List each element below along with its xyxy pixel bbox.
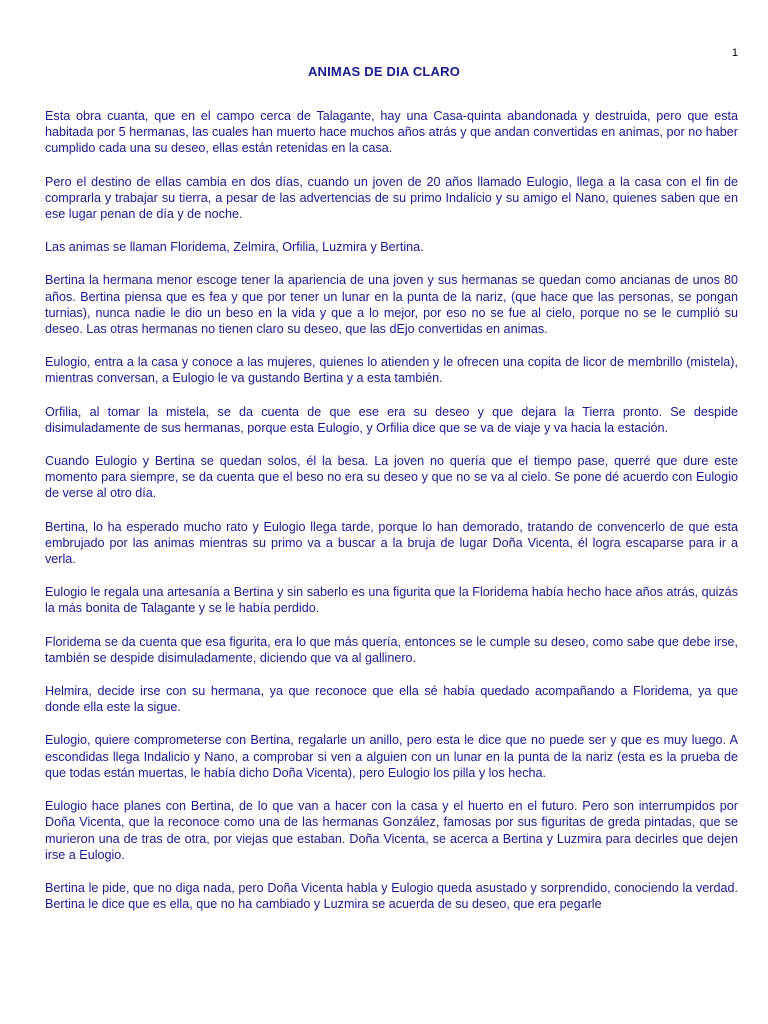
paragraph: Las animas se llaman Floridema, Zelmira, Orfilia, Luzmira y Bertina.: [45, 240, 424, 255]
paragraph: Orfilia, al tomar la mistela, se da cuenta de que ese era su deseo y que dejara la Tierra pronto. Se despide disimuladamente de sus hermanas, porque esta Eulogio, y Orfilia dice que se va de viaje y va hacia la estación.: [45, 404, 738, 435]
paragraph: Eulogio, quiere comprometerse con Bertina, regalarle un anillo, pero esta le dice que no puede ser y que es muy luego. A escondidas llega Indalicio y Nano, a comprobar si ven a alguien con un lunar en la punta de la nariz (esta es la prueba de que todas están muertas, le había dicho Doña Vicenta), pero Eulogio los pilla y los hecha.: [45, 733, 738, 780]
document-title: ANIMAS DE DIA CLARO: [307, 64, 461, 79]
paragraph: Eulogio hace planes con Bertina, de lo que van a hacer con la casa y el huerto en el futuro. Pero son interrumpidos por Doña Vicenta, que la reconoce como una de las hermanas González, famosas por sus figuritas de greda pintadas, que se murieron una de tras de otra, por viejas que estaban. Doña Vicenta, se acerca a Bertina y Luzmira para decirles que dejen irse a Eulogio.: [45, 799, 738, 862]
paragraph: Helmira, decide irse con su hermana, ya que reconoce que ella sé había quedado acompañando a Floridema, ya que donde ella este la sigue.: [45, 684, 738, 715]
paragraph: Bertina, lo ha esperado mucho rato y Eulogio llega tarde, porque lo han demorado, tratando de convencerlo de que esta embrujado por las animas mientras su primo va a buscar a la bruja de lugar Doña Vicenta, él logra escaparse para ir a verla.: [45, 519, 738, 567]
paragraph: Bertina le pide, que no diga nada, pero Doña Vicenta habla y Eulogio queda asustado y sorprendido, conociendo la verdad. Bertina le dice que es ella, que no ha cambiado y Luzmira se acuerda de su deseo, que era pegarle: [45, 880, 738, 912]
document-body: [45, 108, 738, 929]
paragraph: Floridema se da cuenta que esa figurita, era lo que más quería, entonces se le cumple su deseo, como sabe que debe irse, también se despide disimuladamente, diciendo que va al gallinero.: [45, 634, 738, 665]
paragraph: Pero el destino de ellas cambia en dos días, cuando un joven de 20 años llamado Eulogio, llega a la casa con el fin de comprarla y trabajar su tierra, a pesar de las advertencias de su primo Indalicio y su amigo el Nano, quienes saben que en ese lugar penan de día y de noche.: [45, 174, 738, 222]
paragraph: Esta obra cuanta, que en el campo cerca de Talagante, hay una Casa-quinta abandonada y destruida, pero que esta habitada por 5 hermanas, las cuales han muerto hace muchos años atrás y que andan convertidas en animas, por no haber cumplido cada una su deseo, ellas están retenidas en la casa.: [45, 109, 738, 156]
paragraph: Eulogio le regala una artesanía a Bertina y sin saberlo es una figurita que la Floridema había hecho hace años atrás, quizás la más bonita de Talagante y se le había perdido.: [45, 585, 738, 616]
paragraph: Bertina la hermana menor escoge tener la apariencia de una joven y sus hermanas se quedan como ancianas de unos 80 años. Bertina piensa que es fea y que por tener un lunar en la punta de la nariz, (que hace que las personas, se pongan turnias), nunca nadie le dio un beso en la vida y que a lo mejor, por eso no se fue al cielo, porque no se le cumplió su deseo. Las otras hermanas no tienen claro su deseo, que las dEjo convertidas en animas.: [45, 273, 738, 337]
paragraph: Eulogio, entra a la casa y conoce a las mujeres, quienes lo atienden y le ofrecen una copita de licor de membrillo (mistela), mientras conversan, a Eulogio le va gustando Bertina y a esta también.: [45, 355, 738, 386]
page-number: 1: [731, 47, 738, 59]
paragraph: Cuando Eulogio y Bertina se quedan solos, él la besa. La joven no quería que el tiempo pase, querré que dure este momento para siempre, se da cuenta que el beso no era su deseo y que no se va al cielo. Se pone dé acuerdo con Eulogio de verse al otro día.: [45, 454, 738, 501]
